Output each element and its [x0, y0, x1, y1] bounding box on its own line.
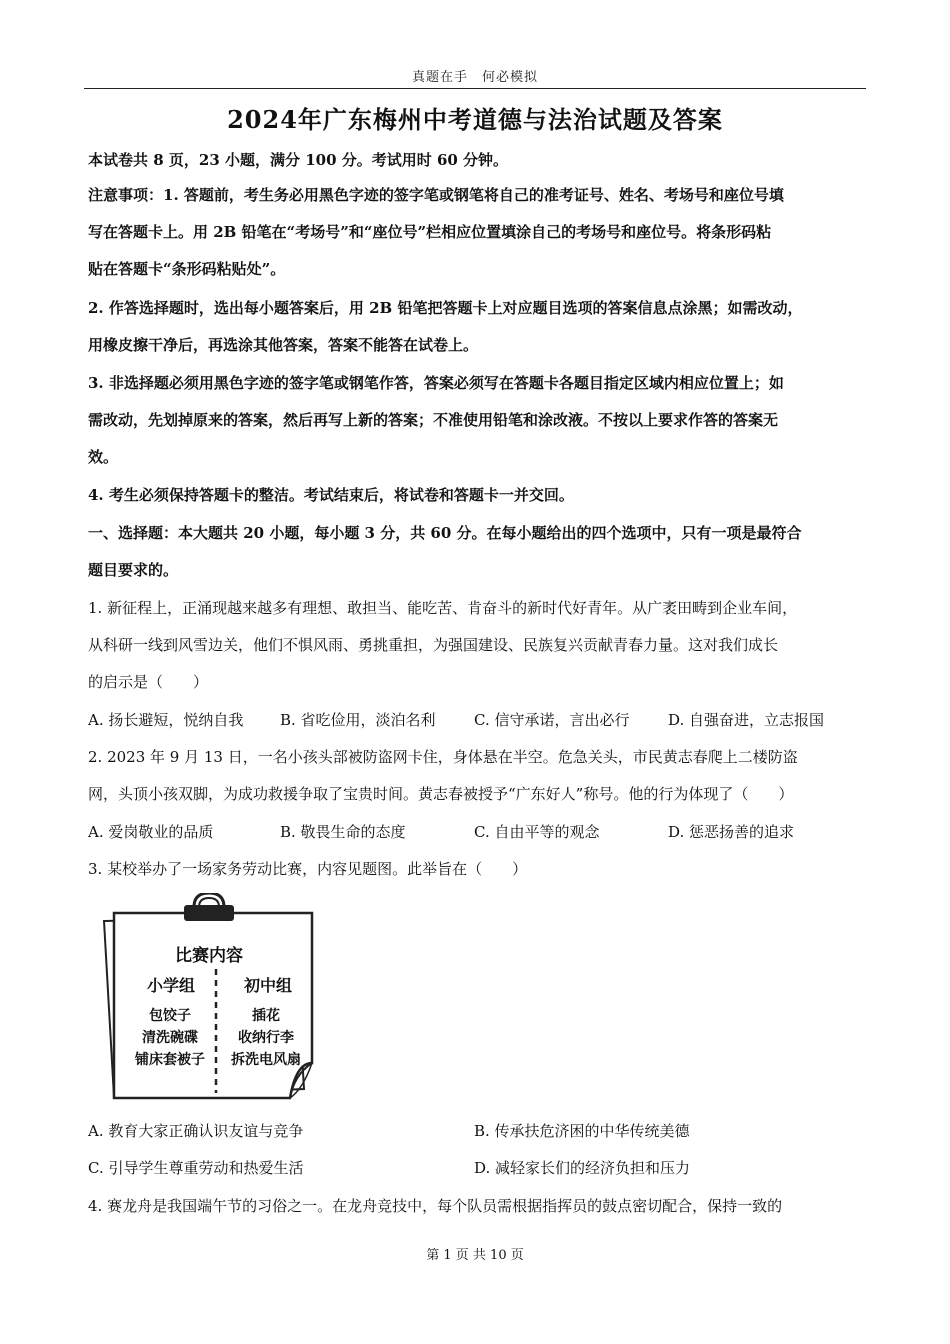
header-divider — [84, 88, 866, 89]
exam-summary: 本试卷共 8 页，23 小题，满分 100 分。考试用时 60 分钟。 — [88, 151, 509, 169]
figure-item: 包饺子 — [149, 1008, 191, 1024]
notice-line: 写在答题卡上。用 2B 铅笔在“考场号”和“座位号”栏相应位置填涂自己的考场号和座位号。将条形码粘 — [88, 223, 772, 241]
clipboard-illustration — [98, 893, 320, 1105]
notice-line: 4. 考生必须保持答题卡的整洁。考试结束后，将试卷和答题卡一并交回。 — [88, 486, 574, 504]
question-2-option-d[interactable]: D. 惩恶扬善的追求 — [668, 823, 795, 841]
question-2-option-c[interactable]: C. 自由平等的观念 — [474, 823, 600, 841]
figure-item: 铺床套被子 — [135, 1052, 205, 1068]
page-title: 2024年广东梅州中考道德与法治试题及答案 — [227, 105, 723, 134]
question-1-text: 的启示是（ ） — [88, 673, 209, 691]
question-2-text: 网，头顶小孩双脚，为成功救援争取了宝贵时间。黄志春被授予“广东好人”称号。他的行为体现了（ ） — [88, 785, 794, 803]
question-3-option-b[interactable]: B. 传承扶危济困的中华传统美德 — [474, 1122, 690, 1140]
question-2-option-b[interactable]: B. 敬畏生命的态度 — [280, 823, 406, 841]
question-1-text: 从科研一线到风雪边关，他们不惧风雨、勇挑重担，为强国建设、民族复兴贡献青春力量。这对我们成长 — [88, 636, 779, 654]
question-3-text: 3. 某校举办了一场家务劳动比赛，内容见题图。此举旨在（ ） — [88, 860, 528, 878]
notice-line: 需改动，先划掉原来的答案，然后再写上新的答案；不准使用铅笔和涂改液。不按以上要求作答的答案无 — [88, 411, 779, 429]
figure-group-junior: 初中组 — [243, 976, 292, 995]
section-heading: 一、选择题：本大题共 20 小题，每小题 3 分，共 60 分。在每小题给出的四个选项中，只有一项是最符合 — [88, 524, 802, 542]
notice-line: 效。 — [88, 448, 119, 466]
notice-line: 贴在答题卡“条形码粘贴处”。 — [88, 260, 286, 278]
question-2-text: 2. 2023 年 9 月 13 日，一名小孩头部被防盗网卡住，身体悬在半空。危急关头，市民黄志春爬上二楼防盗 — [88, 748, 798, 766]
notice-line: 用橡皮擦干净后，再选涂其他答案，答案不能答在试卷上。 — [88, 336, 479, 354]
figure-title: 比赛内容 — [175, 946, 243, 966]
page-footer: 第 1 页 共 10 页 — [426, 1248, 524, 1263]
question-3-option-a[interactable]: A. 教育大家正确认识友谊与竞争 — [88, 1122, 304, 1140]
notice-line: 3. 非选择题必须用黑色字迹的签字笔或钢笔作答，答案必须写在答题卡各题目指定区域内相应位置上；如 — [88, 374, 784, 392]
question-1-option-c[interactable]: C. 信守承诺，言出必行 — [474, 711, 630, 729]
question-1-option-b[interactable]: B. 省吃俭用，淡泊名利 — [280, 711, 436, 729]
question-2-option-a[interactable]: A. 爱岗敬业的品质 — [88, 823, 214, 841]
figure-item: 插花 — [252, 1008, 280, 1024]
notice-line: 2. 作答选择题时，选出每小题答案后，用 2B 铅笔把答题卡上对应题目选项的答案信息点涂黑；如需改动， — [88, 299, 803, 317]
question-3-option-c[interactable]: C. 引导学生尊重劳动和热爱生活 — [88, 1159, 304, 1177]
question-1-option-d[interactable]: D. 自强奋进，立志报国 — [668, 711, 825, 729]
question-3-option-d[interactable]: D. 减轻家长们的经济负担和压力 — [474, 1159, 691, 1177]
contest-content-figure — [98, 893, 320, 1105]
question-1-option-a[interactable]: A. 扬长避短，悦纳自我 — [88, 711, 244, 729]
figure-item: 拆洗电风扇 — [231, 1052, 301, 1068]
figure-item: 清洗碗碟 — [142, 1030, 198, 1046]
section-heading: 题目要求的。 — [88, 561, 179, 579]
notice-line: 注意事项：1. 答题前，考生务必用黑色字迹的签字笔或钢笔将自己的准考证号、姓名、考场号和座位号填 — [88, 186, 784, 204]
figure-item: 收纳行李 — [238, 1030, 294, 1046]
question-4-text: 4. 赛龙舟是我国端午节的习俗之一。在龙舟竞技中，每个队员需根据指挥员的鼓点密切配合，保持一致的 — [88, 1197, 783, 1215]
question-1-text: 1. 新征程上，正涌现越来越多有理想、敢担当、能吃苦、肯奋斗的新时代好青年。从广袤田畴到企业车间， — [88, 599, 798, 617]
page-header-tagline: 真题在手 何必模拟 — [411, 70, 538, 85]
figure-group-primary: 小学组 — [146, 976, 195, 995]
